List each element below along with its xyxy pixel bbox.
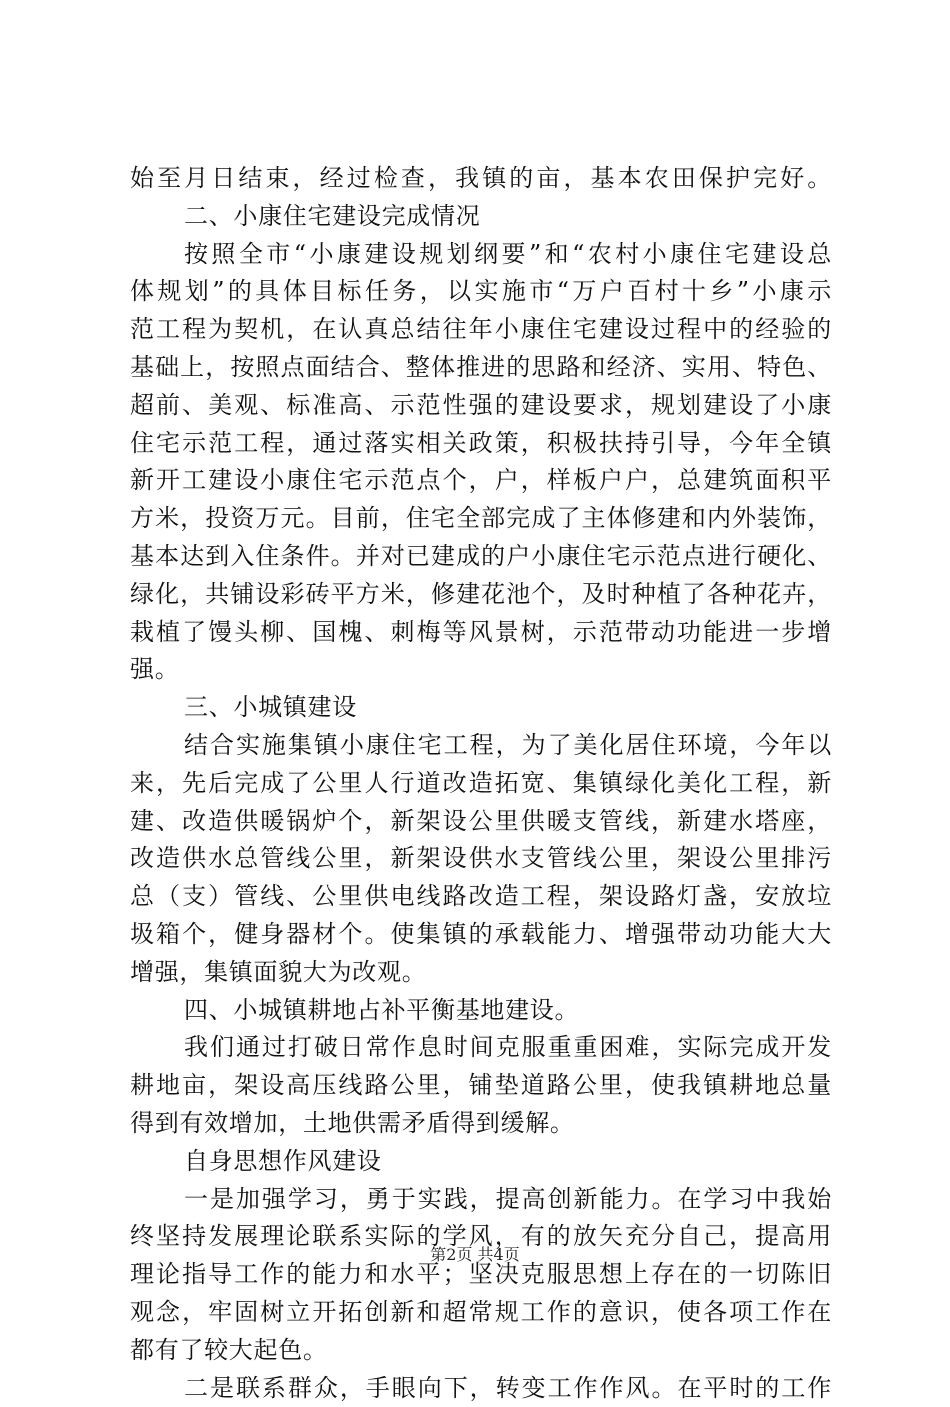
body-line: 基础上，按照点面结合、整体推进的思路和经济、实用、特色、	[130, 349, 832, 387]
section-heading: 四、小城镇耕地占补平衡基地建设。	[130, 992, 832, 1030]
body-line: 基本达到入住条件。并对已建成的户小康住宅示范点进行硬化、	[130, 538, 832, 576]
section-heading: 自身思想作风建设	[130, 1143, 832, 1181]
body-line: 得到有效增加，土地供需矛盾得到缓解。	[130, 1105, 832, 1143]
body-line: 圾箱个，健身器材个。使集镇的承载能力、增强带动功能大大	[130, 916, 832, 954]
body-line: 方米，投资万元。目前，住宅全部完成了主体修建和内外装饰，	[130, 500, 832, 538]
body-line: 增强，集镇面貌大为改观。	[130, 954, 832, 992]
body-line: 我们通过打破日常作息时间克服重重困难，实际完成开发	[130, 1029, 832, 1067]
body-line: 一是加强学习，勇于实践，提高创新能力。在学习中我始	[130, 1181, 832, 1219]
body-line: 绿化，共铺设彩砖平方米，修建花池个，及时种植了各种花卉，	[130, 576, 832, 614]
body-line: 终坚持发展理论联系实际的学风，有的放矢充分自己，提高用	[130, 1218, 832, 1256]
body-line: 按照全市“小康建设规划纲要”和“农村小康住宅建设总	[130, 236, 832, 274]
body-line: 来，先后完成了公里人行道改造拓宽、集镇绿化美化工程，新	[130, 765, 832, 803]
body-line: 范工程为契机，在认真总结往年小康住宅建设过程中的经验的	[130, 311, 832, 349]
body-line: 新开工建设小康住宅示范点个，户，样板户户，总建筑面积平	[130, 462, 832, 500]
document-body	[130, 160, 832, 1407]
body-line: 住宅示范工程，通过落实相关政策，积极扶持引导，今年全镇	[130, 425, 832, 463]
page-number-footer: 第2页 共4页	[0, 1242, 950, 1265]
body-line: 理论指导工作的能力和水平；坚决克服思想上存在的一切陈旧	[130, 1256, 832, 1294]
body-line: 二是联系群众，手眼向下，转变工作作风。在平时的工作	[130, 1370, 832, 1407]
body-line: 建、改造供暖锅炉个，新架设公里供暖支管线，新建水塔座，	[130, 803, 832, 841]
body-line: 总（支）管线、公里供电线路改造工程，架设路灯盏，安放垃	[130, 878, 832, 916]
body-line: 结合实施集镇小康住宅工程，为了美化居住环境，今年以	[130, 727, 832, 765]
body-line: 都有了较大起色。	[130, 1332, 832, 1370]
body-line: 耕地亩，架设高压线路公里，铺垫道路公里，使我镇耕地总量	[130, 1067, 832, 1105]
body-line: 改造供水总管线公里，新架设供水支管线公里，架设公里排污	[130, 840, 832, 878]
body-line: 始至月日结束，经过检查，我镇的亩，基本农田保护完好。	[130, 160, 832, 198]
body-line: 栽植了馒头柳、国槐、刺梅等风景树，示范带动功能进一步增	[130, 614, 832, 652]
body-line: 观念，牢固树立开拓创新和超常规工作的意识，使各项工作在	[130, 1294, 832, 1332]
body-line: 强。	[130, 651, 832, 689]
section-heading: 二、小康住宅建设完成情况	[130, 198, 832, 236]
body-line: 超前、美观、标准高、示范性强的建设要求，规划建设了小康	[130, 387, 832, 425]
section-heading: 三、小城镇建设	[130, 689, 832, 727]
body-line: 体规划”的具体目标任务，以实施市“万户百村十乡”小康示	[130, 273, 832, 311]
